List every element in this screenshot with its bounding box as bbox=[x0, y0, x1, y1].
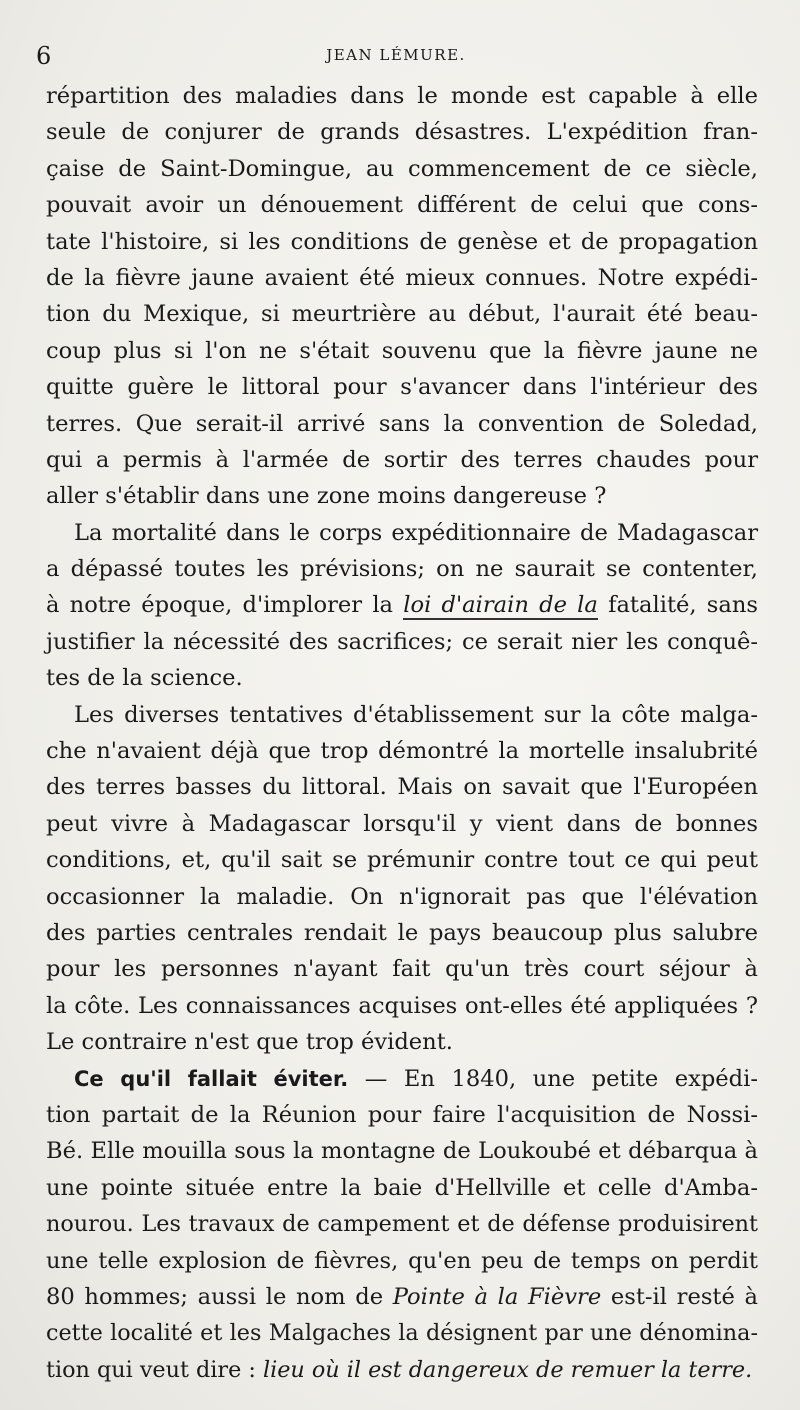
text-segment: 80 hommes; aussi le nom de bbox=[46, 1283, 393, 1310]
text-line: tate l'histoire, si les conditions de genèse et de propagation bbox=[46, 228, 758, 255]
text-line: répartition des maladies dans le monde est capable à elle bbox=[46, 83, 758, 109]
text-segment: tion qui veut dire : bbox=[46, 1356, 263, 1383]
text-line: conditions, et, qu'il sait se prémunir contre tout ce qui peut bbox=[46, 847, 758, 874]
text-line: justifier la nécessité des sacrifices; ce serait nier les conquê- bbox=[46, 628, 758, 655]
text-line: cette localité et les Malgaches la désignent par une dénomina- bbox=[46, 1320, 758, 1347]
text-segment: fatalité, sans bbox=[597, 592, 758, 619]
text-line: pouvait avoir un dénouement différent de celui que cons- bbox=[46, 192, 758, 219]
text-line: seule de conjurer de grands désastres. L'expédition fran- bbox=[46, 119, 758, 146]
text-line: nourou. Les travaux de campement et de défense produisirent bbox=[46, 1211, 758, 1238]
text-line: qui a permis à l'armée de sortir des terres chaudes pour bbox=[46, 446, 758, 473]
section-heading: Ce qu'il fallait éviter. bbox=[74, 1066, 349, 1091]
text-line: coup plus si l'on ne s'était souvenu que la fièvre jaune ne bbox=[46, 337, 758, 364]
text-line: pour les personnes n'ayant fait qu'un très court séjour à bbox=[46, 956, 758, 983]
text-line bbox=[46, 1061, 758, 1097]
body-text bbox=[46, 78, 758, 1388]
text-line: a dépassé toutes les prévisions; on ne saurait se contenter, bbox=[46, 556, 758, 583]
text-line: une telle explosion de fièvres, qu'en peu de temps on perdit bbox=[46, 1247, 758, 1274]
text-line: che n'avaient déjà que trop démontré la mortelle insalubrité bbox=[46, 738, 758, 765]
text-line: Le contraire n'est que trop évident. bbox=[46, 1029, 453, 1056]
text-segment: est-il resté à bbox=[601, 1283, 758, 1310]
text-line: peut vivre à Madagascar lorsqu'il y vient dans de bonnes bbox=[46, 810, 758, 837]
text-line: une pointe située entre la baie d'Hellville et celle d'Amba- bbox=[46, 1174, 758, 1201]
page-number: 6 bbox=[36, 42, 52, 70]
text-line bbox=[46, 1352, 758, 1388]
text-line: tion partait de la Réunion pour faire l'acquisition de Nossi- bbox=[46, 1101, 758, 1128]
text-line: des terres basses du littoral. Mais on savait que l'Européen bbox=[46, 774, 758, 801]
text-line: tion du Mexique, si meurtrière au début, l'aurait été beau- bbox=[46, 301, 758, 328]
text-line: de la fièvre jaune avaient été mieux connues. Notre expédi- bbox=[46, 264, 758, 291]
text-line: des parties centrales rendait le pays beaucoup plus salubre bbox=[46, 919, 758, 946]
text-line: aller s'établir dans une zone moins dangereuse ? bbox=[46, 483, 607, 510]
italic-phrase: loi d'airain de la bbox=[403, 592, 598, 619]
italic-phrase: lieu où il est dangereux de remuer la terre. bbox=[262, 1356, 753, 1383]
text-line: terres. Que serait-il arrivé sans la convention de Soledad, bbox=[46, 410, 758, 437]
text-line bbox=[46, 1279, 758, 1315]
text-segment: — En 1840, une petite expédi- bbox=[348, 1065, 758, 1092]
italic-phrase: Pointe à la Fièvre bbox=[392, 1283, 602, 1310]
text-line: occasionner la maladie. On n'ignorait pas que l'élévation bbox=[46, 883, 758, 910]
text-line: Les diverses tentatives d'établissement sur la côte malga- bbox=[74, 701, 758, 728]
text-line: quitte guère le littoral pour s'avancer dans l'intérieur des bbox=[46, 374, 758, 401]
running-head: JEAN LÉMURE. bbox=[326, 46, 466, 64]
text-segment: à notre époque, d'implorer la bbox=[46, 592, 404, 619]
text-line: La mortalité dans le corps expéditionnaire de Madagascar bbox=[74, 519, 758, 546]
page-header bbox=[36, 38, 756, 74]
text-line bbox=[46, 587, 758, 623]
text-line: Bé. Elle mouilla sous la montagne de Loukoubé et débarqua à bbox=[46, 1138, 758, 1165]
text-line: la côte. Les connaissances acquises ont-elles été appliquées ? bbox=[46, 992, 758, 1019]
text-line: çaise de Saint-Domingue, au commencement de ce siècle, bbox=[46, 155, 758, 182]
text-line: tes de la science. bbox=[46, 665, 243, 692]
